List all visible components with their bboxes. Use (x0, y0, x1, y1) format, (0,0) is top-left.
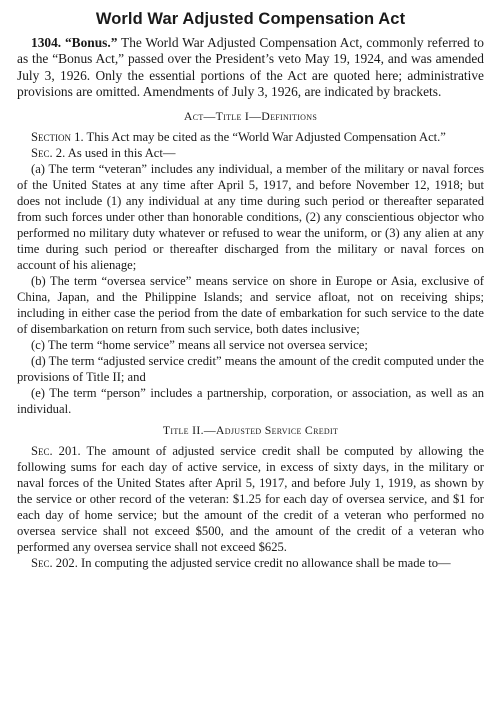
section-201 (17, 443, 484, 555)
definition-a: (a) The term “veteran” includes any individual, a member of the military or naval forces of the United States at any time after April 5, 1917, and before November 12, 1918; but does not include (1) any individual at any time during such period or thereafter separated from such forces under other than honorable conditions, (2) any conscientious objector who performed no military duty whatever or refused to wear the uniform, or (3) any alien at any time during such period or thereafter discharged from the military or naval forces on account of his alienage; (17, 161, 484, 272)
section-201-text: The amount of adjusted service credit shall be computed by allowing the following sums for each day of active service, in excess of sixty days, in the military or naval forces of the United States after April 5, 1917, and before July 1, 1919, as shown by the service or other record of the veteran: $1.25 for each day of oversea service, and $1 for each day of home service; but the amount of the credit of a veteran who performed no oversea service shall not exceed $500, and the amount of the credit of a veteran who performed any oversea service shall not exceed $625. (17, 443, 485, 554)
title-2-body (17, 443, 484, 571)
section-caption: “Bonus.” (64, 35, 118, 50)
definition-e: (e) The term “person” includes a partnership, corporation, or association, as well as an individual. (17, 385, 484, 416)
section-202-text: In computing the adjusted service credit no allowance shall be made to— (81, 555, 451, 570)
section-2-text: As used in this Act— (67, 145, 176, 160)
section-1-text: This Act may be cited as the “World War Adjusted Compensation Act.” (86, 129, 446, 144)
definition-b: (b) The term “oversea service” means service on shore in Europe or Asia, exclusive of China, Japan, and the Philippine Islands; and service afloat, not on receiving ships; including in either case the period from the date of embarkation for such service to the date of disembarkation on return from such service, both dates inclusive; (17, 273, 484, 336)
intro-text: The World War Adjusted Compensation Act, commonly referred to as the “Bonus Act,” passed over the President’s veto May 19, 1924, and was amended July 3, 1926. Only the essential portions of the Act are quoted here; administrative provisions are omitted. Amendments of July 3, 1926, are indicated by brackets. (17, 35, 484, 100)
section-202 (17, 555, 484, 571)
section-201-label: Sec. 201. (31, 443, 81, 458)
section-2-label: Sec. 2. (31, 145, 66, 160)
section-number: 1304. (31, 35, 62, 50)
title-2-heading: Title II.—Adjusted Service Credit (162, 422, 339, 437)
title-1-body (17, 129, 484, 417)
section-202-label: Sec. 202. (31, 555, 78, 570)
title-1-heading: Act—Title I—Definitions (183, 108, 318, 123)
section-2 (17, 145, 484, 161)
section-1 (17, 129, 484, 145)
definition-d: (d) The term “adjusted service credit” means the amount of the credit computed under the provisions of Title II; and (17, 353, 484, 384)
section-1-label: Section 1. (31, 129, 84, 144)
document-title: World War Adjusted Compensation Act (95, 10, 406, 28)
intro-paragraph (17, 35, 484, 101)
definition-c: (c) The term “home service” means all service not oversea service; (31, 337, 368, 352)
